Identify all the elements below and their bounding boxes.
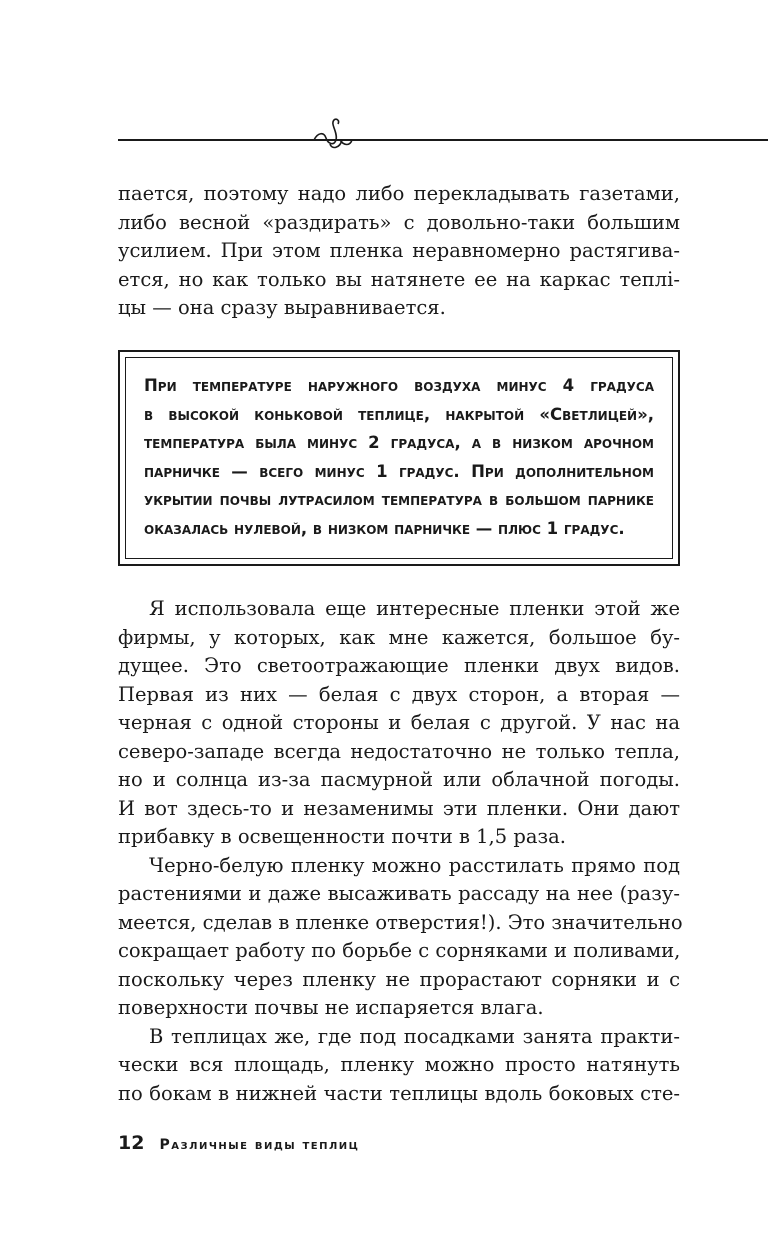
note-box: [118, 350, 680, 566]
text-line: северо-западе всегда недостаточно не только тепла,: [118, 739, 680, 763]
text-line: цы — она сразу выравнивается.: [118, 296, 446, 319]
note-line: в высокой коньковой теплице, накрытой «Светлицей»,: [144, 404, 654, 424]
text-line: поскольку через пленку не прорастают сорняки и с: [118, 967, 680, 991]
text-line: дущее. Это светоотражающие пленки двух видов.: [118, 654, 680, 677]
text-line: растениями и даже высаживать рассаду на нее (разу-: [118, 882, 680, 905]
note-line: оказалась нулевой, в низком парничке — плюс 1 градус.: [144, 518, 625, 538]
note-line: температура была минус 2 градуса, а в низком арочном: [144, 433, 654, 453]
body-paragraphs: [118, 595, 683, 1108]
text-line: Черно-белую пленку можно расстилать прямо под: [149, 853, 680, 877]
text-line: прибавку в освещенности почти в 1,5 раза.: [118, 825, 566, 848]
note-text: [144, 372, 654, 544]
text-line: пается, поэтому надо либо перекладывать газетами,: [118, 182, 680, 205]
text-line: поверхности почвы не испаряется влага.: [118, 996, 544, 1019]
note-line: парничке — всего минус 1 градус. При дополнительном: [144, 461, 654, 481]
header-ornament-icon: [118, 118, 768, 158]
text-line: по бокам в нижней части теплицы вдоль боковых сте-: [118, 1081, 680, 1105]
text-line: чески вся площадь, пленку можно просто натянуть: [118, 1053, 680, 1076]
text-line: ется, но как только вы натянете ее на каркас теплі-: [118, 267, 680, 291]
text-line: Я использовала еще интересные пленки этой же: [149, 597, 680, 620]
text-line: либо весной «раздирать» с довольно-таки большим: [118, 210, 680, 234]
text-line: сокращает работу по борьбе с сорняками и поливами,: [118, 939, 681, 962]
text-line: фирмы, у которых, как мне кажется, большое бу-: [118, 625, 680, 649]
text-line: И вот здесь-то и незаменимы эти пленки. Они дают: [118, 796, 680, 820]
note-line: укрытии почвы лутрасилом температура в большом парнике: [144, 490, 654, 510]
running-head: Различные виды теплиц: [159, 1137, 360, 1153]
paragraph-continued: [118, 180, 680, 323]
page-number: 12: [118, 1132, 145, 1154]
text-line: усилием. При этом пленка неравномерно растягива-: [118, 239, 680, 262]
text-line: черная с одной стороны и белая с другой. У нас на: [118, 711, 680, 734]
note-line: При температуре наружного воздуха минус 4 градуса: [144, 376, 654, 395]
text-line: В теплицах же, где под посадками занята практи-: [149, 1024, 680, 1048]
text-line: меется, сделав в пленке отверстия!). Это значительно: [118, 910, 683, 934]
text-line: но и солнца из-за пасмурной или облачной погоды.: [118, 768, 680, 791]
text-line: Первая из них — белая с двух сторон, а вторая —: [118, 682, 680, 706]
page-footer: [118, 1132, 359, 1154]
